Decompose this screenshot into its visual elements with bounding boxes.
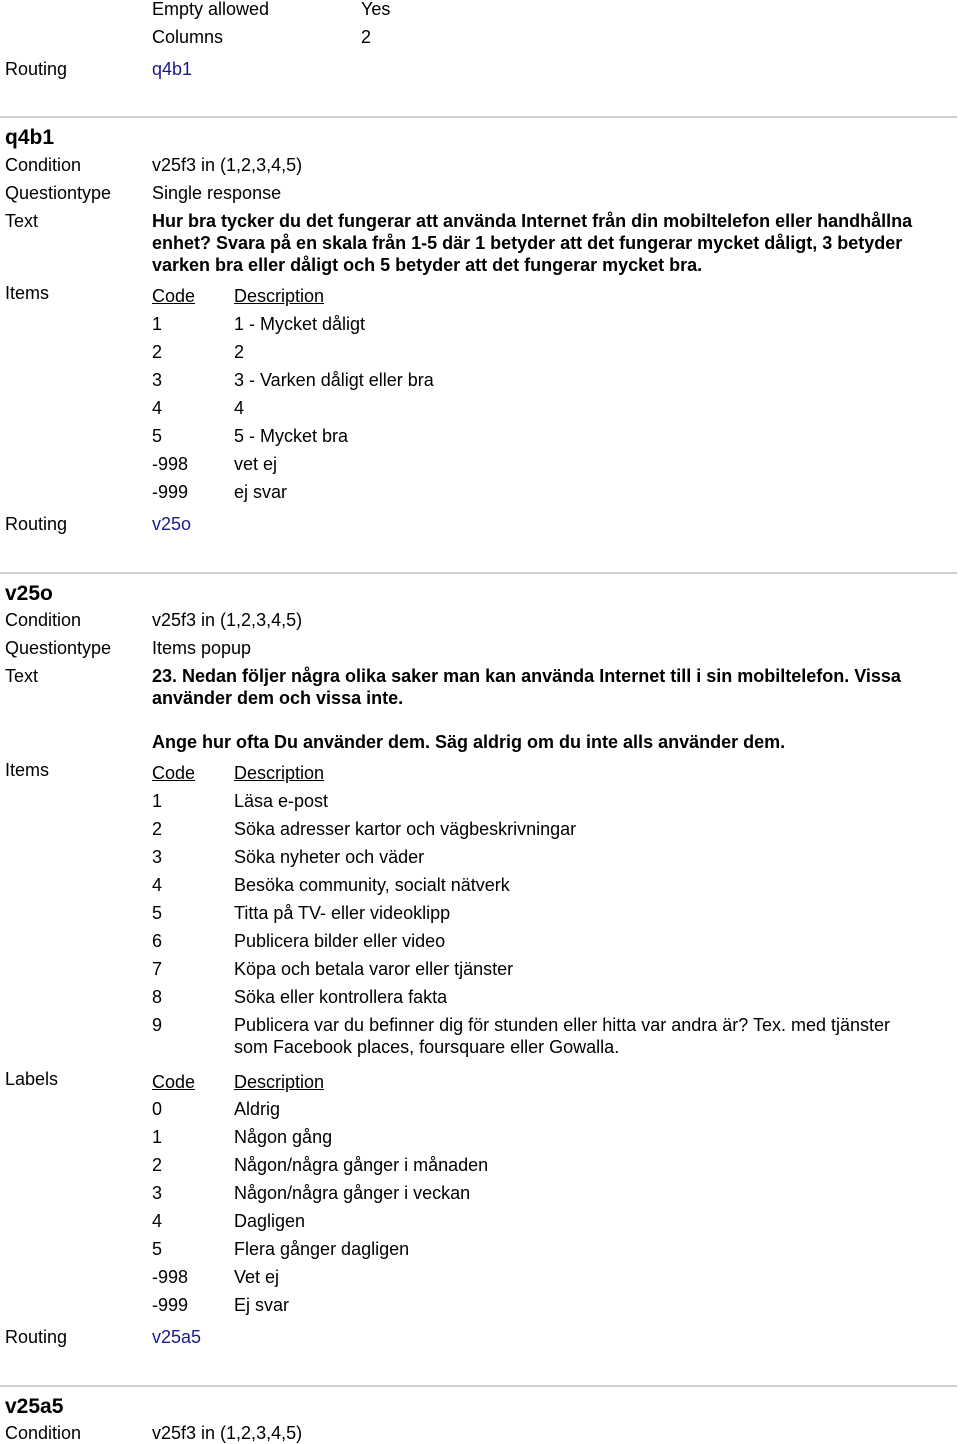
item-code: 1: [152, 791, 163, 811]
items-label: Items: [5, 760, 50, 780]
item-description: 5 - Mycket bra: [234, 426, 349, 446]
item-description: Läsa e-post: [234, 791, 329, 811]
item-description: 1 - Mycket dåligt: [234, 314, 366, 334]
condition-label: Condition: [5, 610, 82, 630]
code-header: Code: [152, 763, 196, 783]
condition-value: v25f3 in (1,2,3,4,5): [152, 155, 303, 175]
item-description: 2: [234, 342, 245, 362]
item-description: Söka nyheter och väder: [234, 847, 425, 867]
label-code: 5: [152, 1239, 163, 1259]
columns-value: 2: [361, 27, 372, 47]
label-description: Ej svar: [234, 1295, 290, 1315]
item-code: 7: [152, 959, 163, 979]
item-code: 3: [152, 370, 163, 390]
label-description: Aldrig: [234, 1099, 281, 1119]
item-code: 4: [152, 875, 163, 895]
routing-link[interactable]: v25o: [152, 514, 192, 534]
label-description: Dagligen: [234, 1211, 306, 1231]
label-description: Någon/några gånger i månaden: [234, 1155, 489, 1175]
text-label: Text: [5, 666, 39, 686]
section-divider: [0, 572, 957, 574]
label-code: -998: [152, 1267, 189, 1287]
item-description: Publicera var du befinner dig för stunden eller hitta var andra är? Tex. med tjänster som Facebook places, foursquare eller Gowalla.: [234, 1015, 891, 1057]
routing-link[interactable]: v25a5: [152, 1327, 202, 1347]
label-code: 2: [152, 1155, 163, 1175]
label-description: Någon/några gånger i veckan: [234, 1183, 471, 1203]
label-code: 3: [152, 1183, 163, 1203]
empty-allowed-label: Empty allowed: [152, 0, 270, 19]
item-code: 1: [152, 314, 163, 334]
item-description: Titta på TV- eller videoklipp: [234, 903, 451, 923]
question-id: v25a5: [5, 1395, 64, 1418]
item-description: Söka eller kontrollera fakta: [234, 987, 448, 1007]
columns-label: Columns: [152, 27, 224, 47]
label-description: Vet ej: [234, 1267, 280, 1287]
item-code: -998: [152, 454, 189, 474]
questiontype-label: Questiontype: [5, 183, 112, 203]
labels-label: Labels: [5, 1069, 59, 1089]
label-description: Flera gånger dagligen: [234, 1239, 410, 1259]
item-code: 5: [152, 426, 163, 446]
question-id: v25o: [5, 582, 53, 605]
questiontype-value: Items popup: [152, 638, 252, 658]
question-text: 23. Nedan följer några olika saker man kan använda Internet till i sin mobiltelefon. Vissa använder dem och vissa inte.: [152, 666, 901, 708]
item-description: Köpa och betala varor eller tjänster: [234, 959, 514, 979]
item-description: vet ej: [234, 454, 278, 474]
code-header: Code: [152, 286, 196, 306]
question-id: q4b1: [5, 126, 55, 149]
section-divider: [0, 1385, 957, 1387]
questiontype-value: Single response: [152, 183, 282, 203]
condition-value: v25f3 in (1,2,3,4,5): [152, 610, 303, 630]
item-description: 4: [234, 398, 245, 418]
item-description: Publicera bilder eller video: [234, 931, 446, 951]
condition-label: Condition: [5, 155, 82, 175]
section-divider: [0, 116, 957, 118]
condition-value: v25f3 in (1,2,3,4,5): [152, 1423, 303, 1443]
item-code: 6: [152, 931, 163, 951]
condition-label: Condition: [5, 1423, 82, 1443]
routing-label: Routing: [5, 59, 68, 79]
item-code: 2: [152, 819, 163, 839]
description-header: Description: [234, 286, 325, 306]
item-code: -999: [152, 482, 189, 502]
item-code: 4: [152, 398, 163, 418]
description-header: Description: [234, 1072, 325, 1092]
text-label: Text: [5, 211, 39, 231]
label-code: 4: [152, 1211, 163, 1231]
question-instruction: Ange hur ofta Du använder dem. Säg aldrig om du inte alls använder dem.: [152, 732, 786, 752]
empty-allowed-value: Yes: [361, 0, 391, 19]
label-code: 0: [152, 1099, 163, 1119]
item-description: Söka adresser kartor och vägbeskrivningar: [234, 819, 577, 839]
label-description: Någon gång: [234, 1127, 333, 1147]
description-header: Description: [234, 763, 325, 783]
item-code: 3: [152, 847, 163, 867]
item-description: ej svar: [234, 482, 288, 502]
routing-link[interactable]: q4b1: [152, 59, 193, 79]
routing-label: Routing: [5, 1327, 68, 1347]
label-code: -999: [152, 1295, 189, 1315]
routing-label: Routing: [5, 514, 68, 534]
item-code: 2: [152, 342, 163, 362]
item-description: Besöka community, socialt nätverk: [234, 875, 510, 895]
question-text: Hur bra tycker du det fungerar att använda Internet från din mobiltelefon eller handhållna enhet? Svara på en skala från 1-5 där 1 betyder att det fungerar mycket dåligt, 3 betyder varken bra eller dåligt och 5 betyder att det fungerar mycket bra.: [152, 211, 913, 275]
item-code: 8: [152, 987, 163, 1007]
label-code: 1: [152, 1127, 163, 1147]
item-description: 3 - Varken dåligt eller bra: [234, 370, 434, 390]
items-label: Items: [5, 283, 50, 303]
item-code: 9: [152, 1015, 163, 1035]
item-code: 5: [152, 903, 163, 923]
questiontype-label: Questiontype: [5, 638, 112, 658]
code-header: Code: [152, 1072, 196, 1092]
